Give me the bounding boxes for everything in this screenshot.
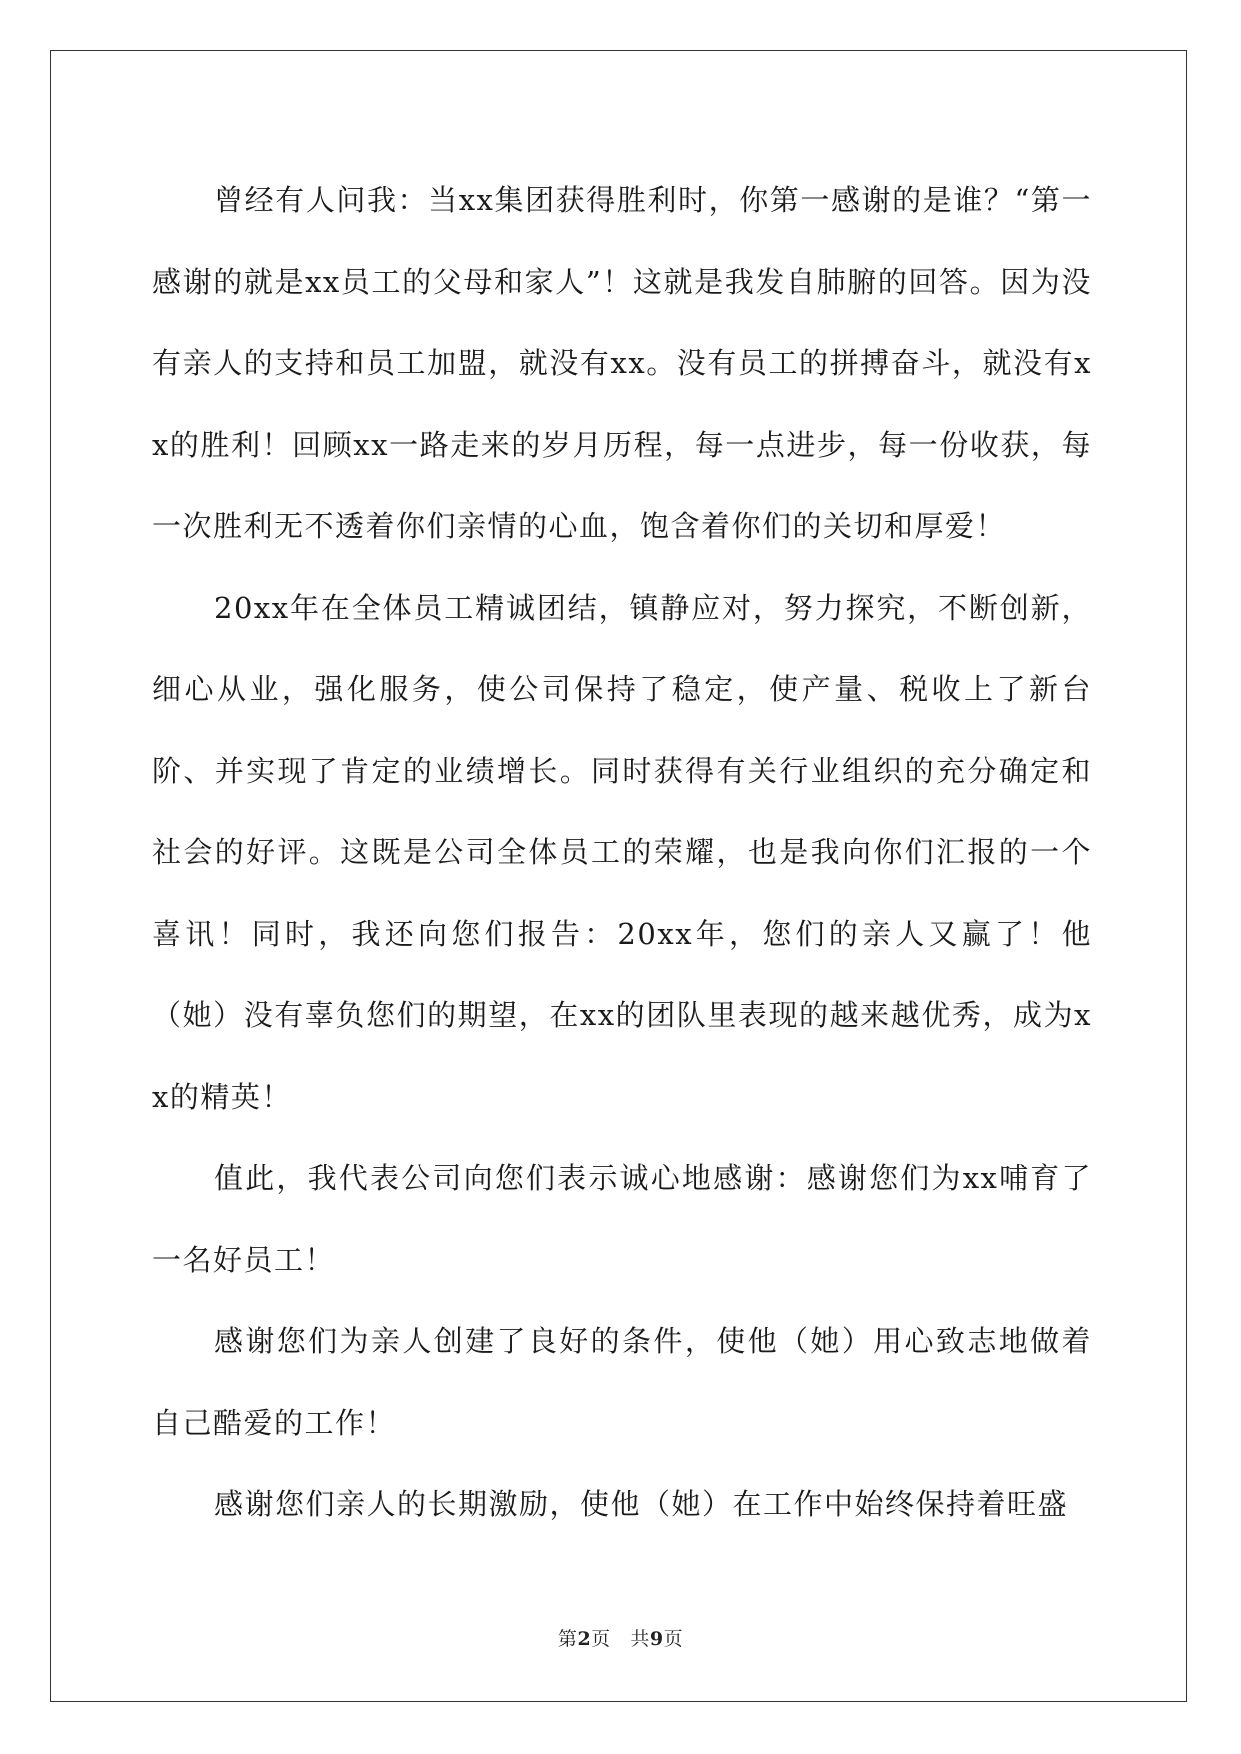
paragraph-4: 感谢您们为亲人创建了良好的条件，使他（她）用心致志地做着自己酷爱的工作！: [152, 1324, 1092, 1440]
paragraph-5: 感谢您们亲人的长期激励，使他（她）在工作中始终保持着旺盛: [214, 1487, 1069, 1521]
footer-page-suffix: 页: [591, 1628, 611, 1650]
page-footer: [0, 1624, 1241, 1651]
paragraph-3: 值此，我代表公司向您们表示诚心地感谢：感谢您们为xx哺育了一名好员工！: [152, 1161, 1092, 1277]
total-page-count: 9: [649, 1628, 664, 1650]
footer-prefix: 第: [557, 1628, 578, 1650]
footer-total-prefix: 共: [630, 1628, 650, 1650]
current-page-number: 2: [577, 1628, 592, 1650]
paragraph-1: 曾经有人问我：当xx集团获得胜利时，你第一感谢的是谁？“第一感谢的就是xx员工的父母和家人”！这就是我发自肺腑的回答。因为没有亲人的支持和员工加盟，就没有xx。没有员工的拼搏奋斗，就没有xx的胜利！回顾xx一路走来的岁月历程，每一点进步，每一份收获，每一次胜利无不透着你们亲情的心血，饱含着你们的关切和厚爱！: [152, 183, 1092, 543]
paragraph-2: 20xx年在全体员工精诚团结，镇静应对，努力探究，不断创新，细心从业，强化服务，使公司保持了稳定，使产量、税收上了新台阶、并实现了肯定的业绩增长。同时获得有关行业组织的充分确定和社会的好评。这既是公司全体员工的荣耀，也是我向你们汇报的一个喜讯！同时，我还向您们报告：20xx年，您们的亲人又赢了！他（她）没有辜负您们的期望，在xx的团队里表现的越来越优秀，成为xx的精英！: [152, 590, 1092, 1114]
document-body: [152, 160, 1092, 1546]
footer-total-suffix: 页: [663, 1628, 684, 1650]
